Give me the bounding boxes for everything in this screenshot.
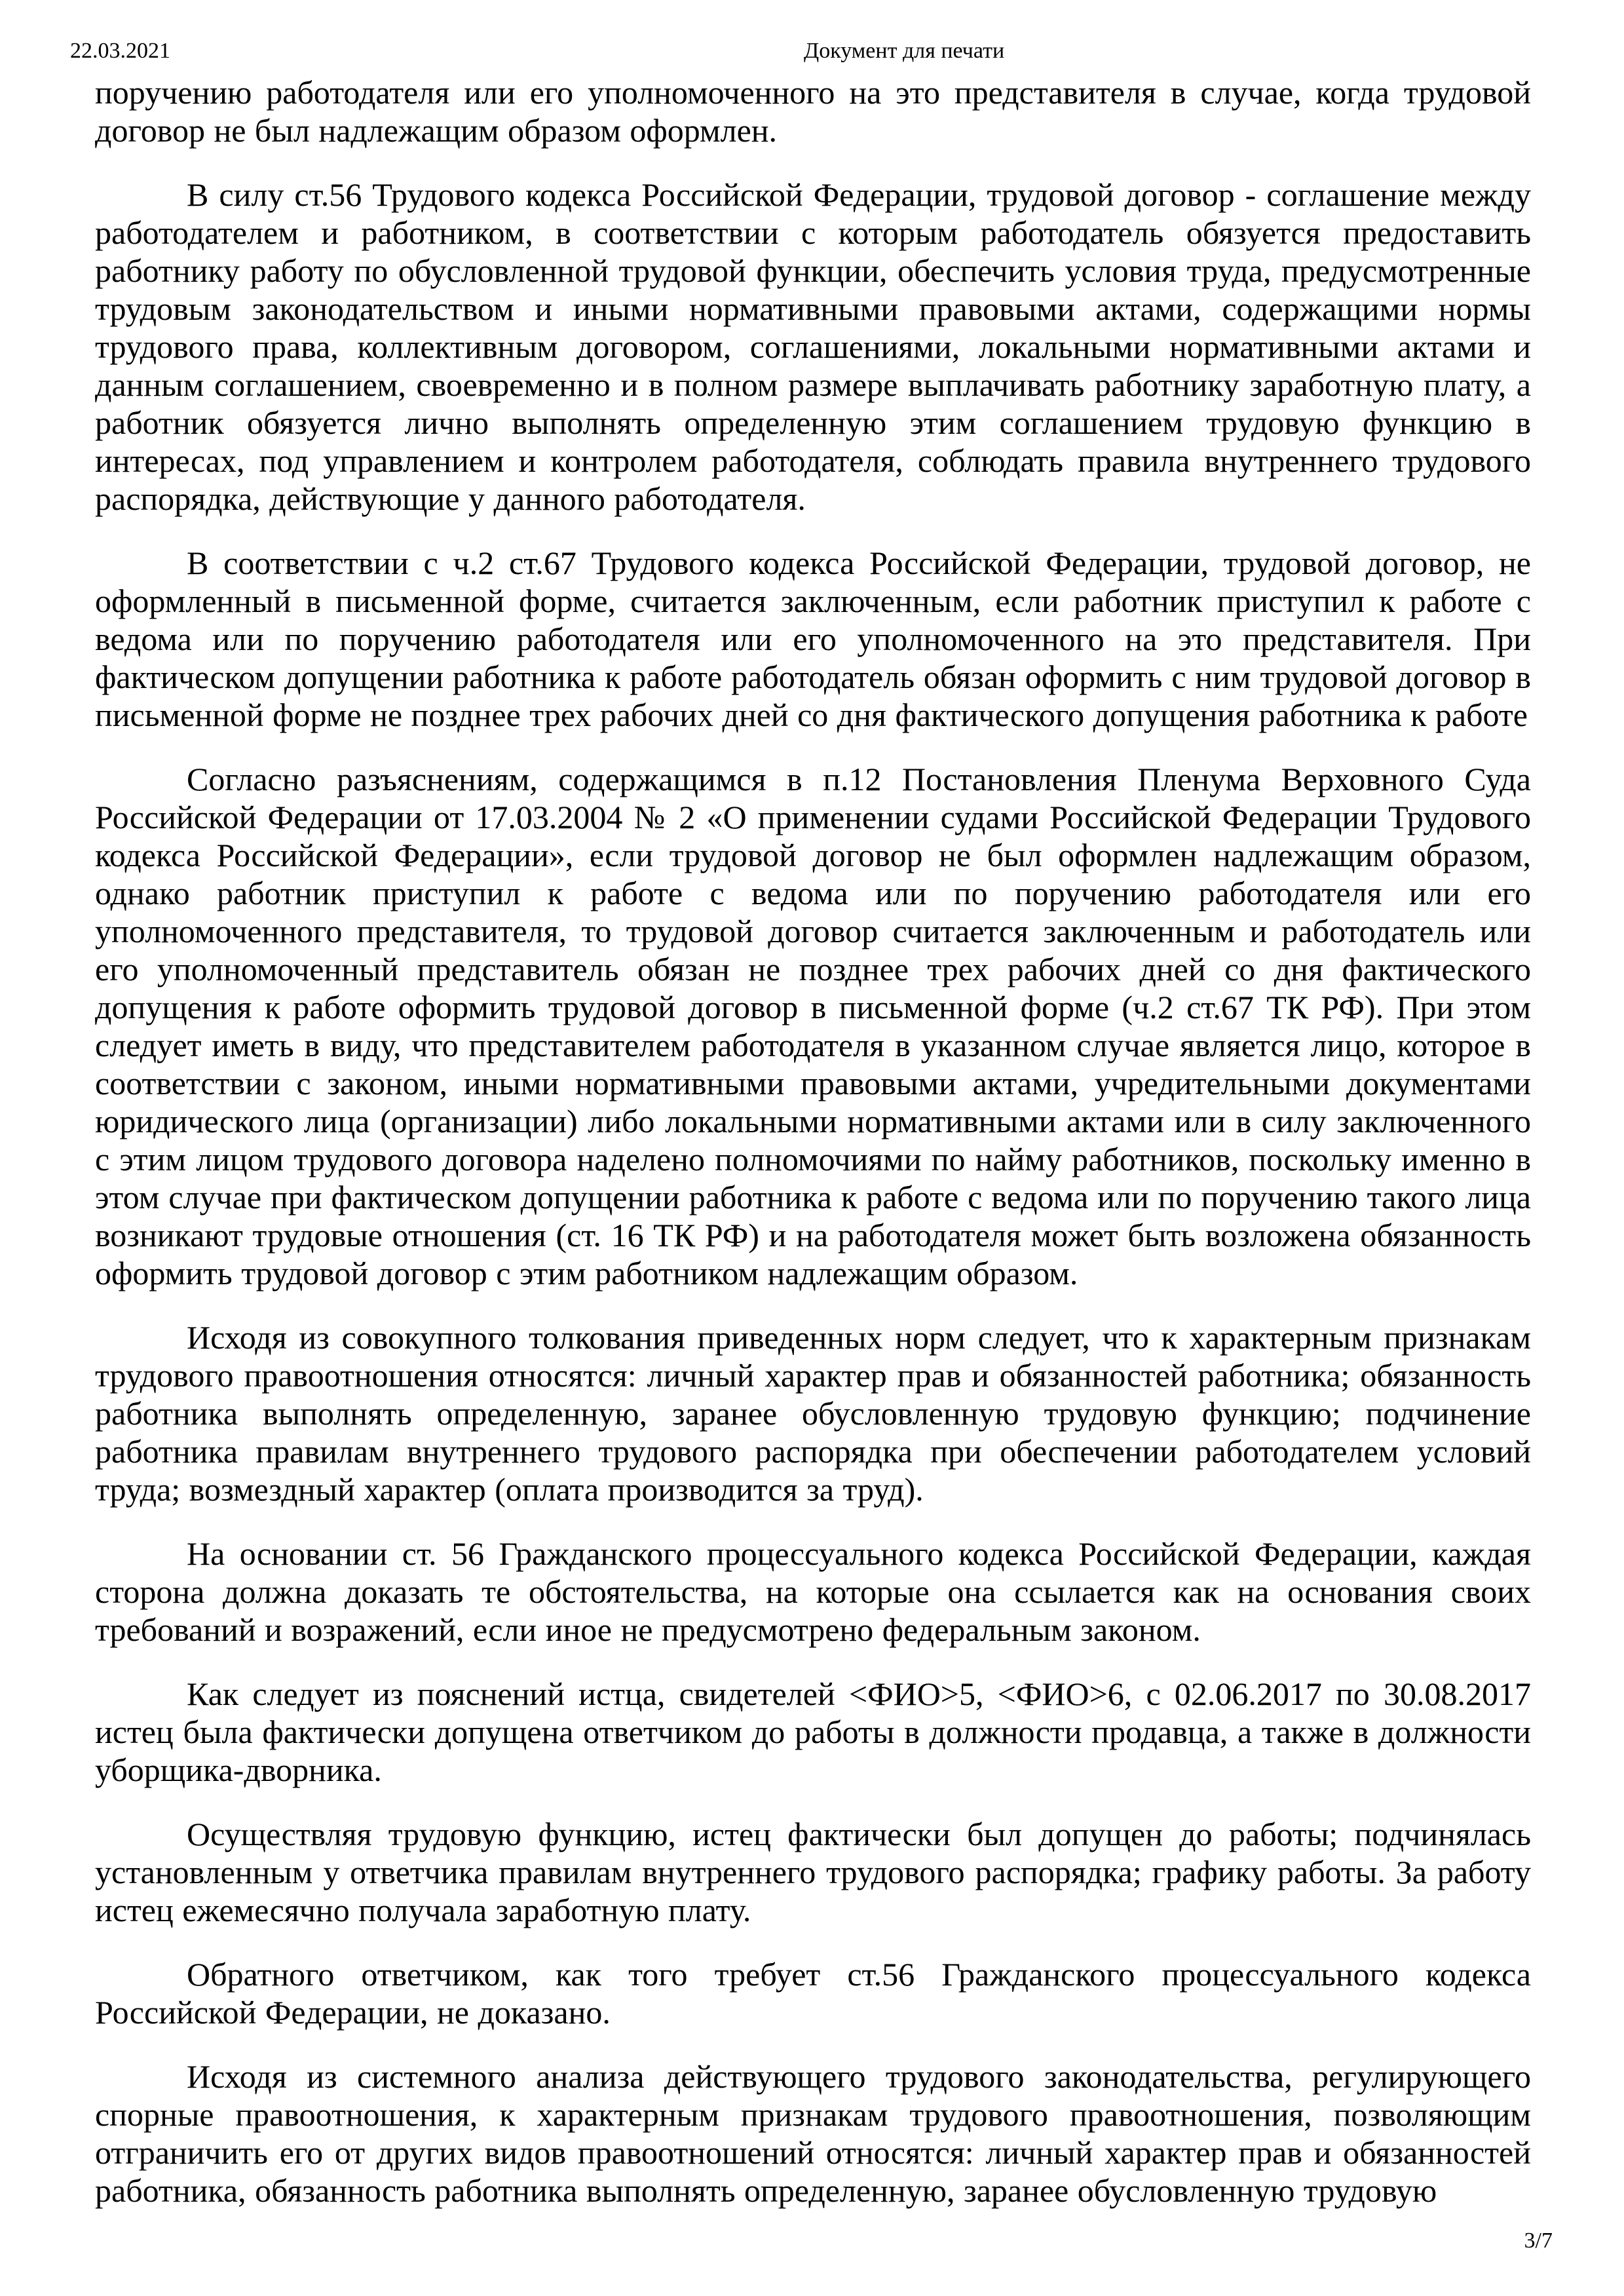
paragraph: В соответствии с ч.2 ст.67 Трудового кодекса Российской Федерации, трудовой договор, не оформленный в письменной форме, считается заключенным, если работник приступил к работе с ведома или по поручению работодателя или его уполномоченного на это представителя. При фактическом допущении работника к работе работодатель обязан оформить с ним трудовой договор в письменной форме не позднее трех рабочих дней со дня фактического допущения работника к работе <box>95 545 1531 733</box>
print-header <box>0 38 1624 67</box>
header-date: 22.03.2021 <box>70 39 170 63</box>
paragraph: Осуществляя трудовую функцию, истец фактически был допущен до работы; подчинялась установленным у ответчика правилам внутреннего трудового распорядка; графику работы. За работу истец ежемесячно получала заработную плату. <box>95 1816 1531 1928</box>
paragraph: Обратного ответчиком, как того требует ст.56 Гражданского процессуального кодекса Российской Федерации, не доказано. <box>95 1956 1531 2031</box>
header-title: Документ для печати <box>804 39 1005 63</box>
paragraph: В силу ст.56 Трудового кодекса Российской Федерации, трудовой договор - соглашение между работодателем и работником, в соответствии с которым работодатель обязуется предоставить работнику работу по обусловленной трудовой функции, обеспечить условия труда, предусмотренные трудовым законодательством и иными нормативными правовыми актами, содержащими нормы трудового права, коллективным договором, соглашениями, локальными нормативными актами и данным соглашением, своевременно и в полном размере выплачивать работнику заработную плату, а работник обязуется лично выполнять определенную этим соглашением трудовую функцию в интересах, под управлением и контролем работодателя, соблюдать правила внутреннего трудового распорядка, действующие у данного работодателя. <box>95 176 1531 517</box>
paragraph: поручению работодателя или его уполномоченного на это представителя в случае, когда трудовой договор не был надлежащим образом оформлен. <box>95 74 1531 149</box>
paragraph: Исходя из системного анализа действующего трудового законодательства, регулирующего спорные правоотношения, к характерным признакам трудового правоотношения, позволяющим отграничить его от других видов правоотношений относятся: личный характер прав и обязанностей работника, обязанность работника выполнять определенную, заранее обусловленную трудовую <box>95 2058 1531 2209</box>
page-number: 3/7 <box>1524 2229 1553 2253</box>
paragraph: Согласно разъяснениям, содержащимся в п.12 Постановления Пленума Верховного Суда Российской Федерации от 17.03.2004 № 2 «О применении судами Российской Федерации Трудового кодекса Российской Федерации», если трудовой договор не был оформлен надлежащим образом, однако работник приступил к работе с ведома или по поручению работодателя или его уполномоченного представителя, то трудовой договор считается заключенным и работодатель или его уполномоченный представитель обязан не позднее трех рабочих дней со дня фактического допущения к работе оформить трудовой договор в письменной форме (ч.2 ст.67 ТК РФ). При этом следует иметь в виду, что представителем работодателя в указанном случае является лицо, которое в соответствии с законом, иными нормативными правовыми актами, учредительными документами юридического лица (организации) либо локальными нормативными актами или в силу заключенного с этим лицом трудового договора наделено полномочиями по найму работников, поскольку именно в этом случае при фактическом допущении работника к работе с ведома или по поручению такого лица возникают трудовые отношения (ст. 16 ТК РФ) и на работодателя может быть возложена обязанность оформить трудовой договор с этим работником надлежащим образом. <box>95 761 1531 1292</box>
document-body <box>95 73 1531 2236</box>
paragraph: Исходя из совокупного толкования приведенных норм следует, что к характерным признакам трудового правоотношения относятся: личный характер прав и обязанностей работника; обязанность работника выполнять определенную, заранее обусловленную трудовую функцию; подчинение работника правилам внутреннего трудового распорядка при обеспечении работодателем условий труда; возмездный характер (оплата производится за труд). <box>95 1319 1531 1508</box>
paragraph: На основании ст. 56 Гражданского процессуального кодекса Российской Федерации, каждая сторона должна доказать те обстоятельства, на которые она ссылается как на основания своих требований и возражений, если иное не предусмотрено федеральным законом. <box>95 1535 1531 1648</box>
paragraph: Как следует из пояснений истца, свидетелей <ФИО>5, <ФИО>6, с 02.06.2017 по 30.08.2017 истец была фактически допущена ответчиком до работы в должности продавца, а также в должности уборщика-дворника. <box>95 1675 1531 1788</box>
